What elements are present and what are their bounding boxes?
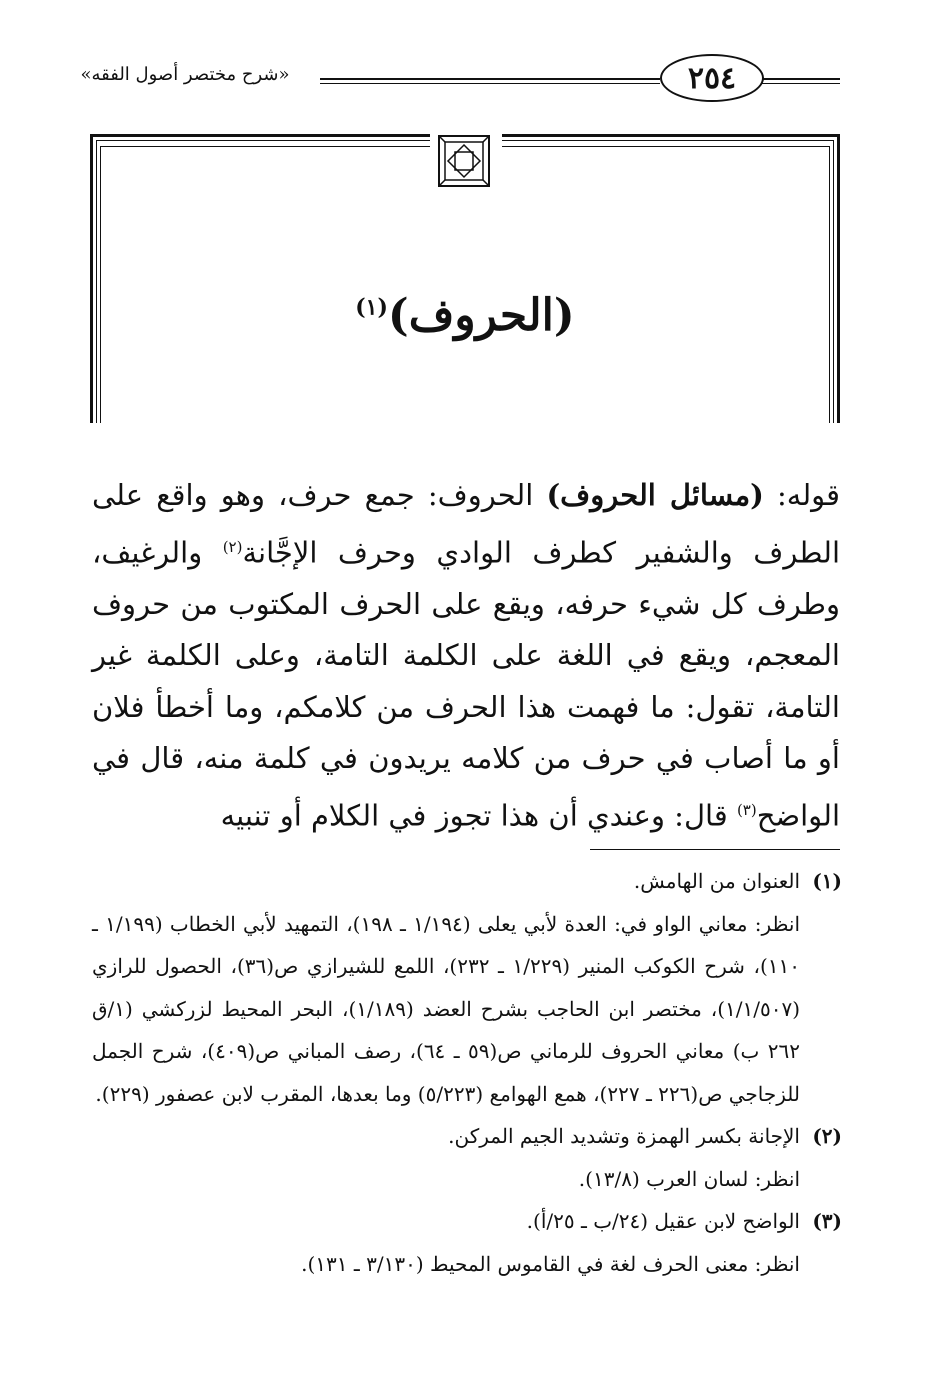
page-header [60,52,840,104]
footnote-ref-3: (٣) [736,800,757,819]
footnote-number: (٣) [812,1209,842,1233]
islamic-star-ornament-icon [435,132,493,190]
chapter-footnote-ref: (١) [355,294,388,321]
body-part-1: الحروف: جمع حرف، وهو واقع على الطرف والشفير كطرف الوادي وحرف الإجَّانة [92,478,840,570]
footnote-number: (٢) [812,1124,842,1148]
footnote-text: الإجانة بكسر الهمزة وتشديد الجيم المركن. [448,1124,800,1148]
page-number: ٢٥٤ [660,54,764,102]
footnote-text: انظر: معاني الواو في: العدة لأبي يعلى (١/١٩٤ ـ ١٩٨)، التمهيد لأبي الخطاب (١/١٩٩ ـ ١١٠)، شرح الكوكب المنير (١/٢٢٩ ـ ٢٣٢)، اللمع للشيرازي ص(٣٦)، الحصول للرازي (١/١/٥٠٧)، مختصر ابن الحاجب بشرح العضد (١/١٨٩)، البحر المحيط لزركشي (١/ق ٢٦٢ ب) معاني الحروف للرماني ص(٥٩ ـ ٦٤)، رصف المباني ص(٤٠٩)، شرح الجمل للزجاجي ص(٢٢٦ ـ ٢٢٧)، همع الهوامع (٥/٢٢٣) وما بعدها، المقرب لابن عصفور (٢٢٩). [92,911,801,1106]
footnote-2 [92,1115,842,1200]
footnotes [92,860,842,1285]
footnote-separator [590,849,840,850]
body-paragraph [92,470,840,842]
chapter-title-text: (الحروف) [387,290,575,341]
footnote-ref-2: (٢) [222,537,243,556]
footnote-text: الواضح لابن عقيل (٢٤/ب ـ ٢٥/أ). [526,1209,800,1233]
body-lead: قوله: [763,478,841,512]
footnote-text: العنوان من الهامش. [633,869,800,893]
body-bold-term: (مسائل الحروف) [546,478,764,512]
footnote-1 [92,860,842,1115]
body-part-3: قال: وعندي أن هذا تجوز في الكلام أو تنبيه [220,798,737,833]
footnote-text: انظر: معنى الحرف لغة في القاموس المحيط (٣/١٣٠ ـ ١٣١). [301,1251,800,1276]
footnote-3 [92,1200,842,1285]
header-rule-left [320,78,660,84]
footnote-number: (١) [812,869,842,893]
running-title: «شرح مختصر أصول الفقه» [80,64,290,85]
footnote-text: انظر: لسان العرب (١٣/٨). [578,1166,800,1191]
body-part-2: والرغيف، وطرف كل شيء حرفه، ويقع على الحرف المكتوب من حروف المعجم، ويقع في اللغة على الكلمة التامة، وعلى الكلمة غير التامة، تقول: ما فهمت هذا الحرف من كلامكم، وما أخطأ فلان أو ما أصاب في حرف من كلامه يريدون في كلمة منه، قال في الواضح [92,535,840,833]
chapter-title [90,290,840,341]
